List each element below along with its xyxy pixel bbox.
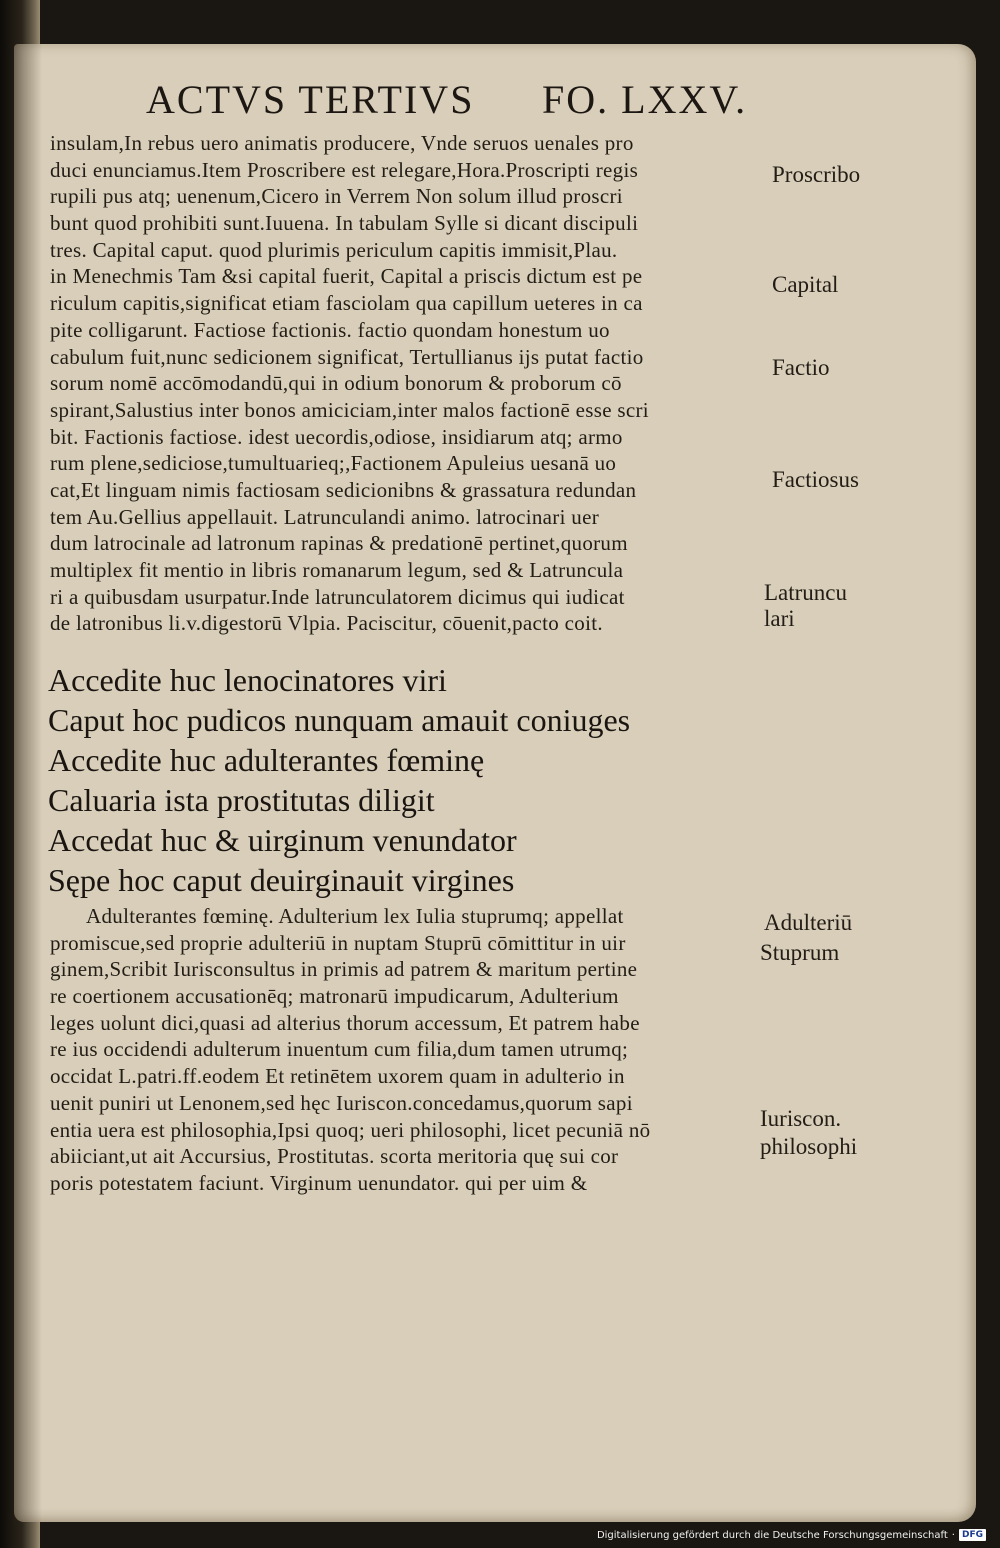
commentary-line: re coertionem accusationēq; matronarū impudicarum, Adulterium <box>50 984 619 1009</box>
dfg-logo-icon: DFG <box>959 1529 986 1541</box>
margin-note-stuprum: Stuprum <box>760 940 840 965</box>
folio-number: FO. LXXV. <box>542 77 748 122</box>
commentary-line: de latronibus li.v.digestorū Vlpia. Paciscitur, cōuenit,pacto coit. <box>50 611 603 636</box>
commentary-line: ri a quibusdam usurpatur.Inde latrunculatorem dicimus qui iudicat <box>50 584 625 609</box>
commentary-line: ginem,Scribit Iurisconsultus in primis ad patrem & maritum pertine <box>50 957 638 982</box>
verse-line: Caput hoc pudicos nunquam amauit coniuges <box>48 702 631 738</box>
commentary-line: insulam,In rebus uero animatis producere, Vnde seruos uenales pro <box>50 131 634 155</box>
credit-text: Digitalisierung gefördert durch die Deutsche Forschungsgemeinschaft <box>596 1529 948 1541</box>
commentary-line: pite colligarunt. Factiose factionis. factio quondam honestum uo <box>50 317 610 342</box>
commentary-line: tres. Capital caput. quod plurimis periculum capitis immisit,Plau. <box>50 237 618 262</box>
commentary-line: occidat L.patri.ff.eodem Et retinētem uxorem quam in adulterio in <box>50 1064 625 1089</box>
margin-note-iuriscon: Iuriscon. <box>760 1106 842 1131</box>
verse-line: Accedite huc lenocinatores viri <box>48 662 447 698</box>
digitization-credit: Digitalisierung gefördert durch die Deutsche Forschungsgemeinschaft · DFG <box>597 1529 986 1541</box>
margin-note-philosophi: philosophi <box>760 1134 858 1159</box>
commentary-line: uenit puniri ut Lenonem,sed hęc Iuriscon.concedamus,quorum sapi <box>50 1090 633 1115</box>
commentary-line: sorum nomē accōmodandū,qui in odium bonorum & proborum cō <box>50 371 622 396</box>
verse-line: Sępe hoc caput deuirginauit virgines <box>48 862 515 898</box>
margin-note-latrunculari-1: Latruncu <box>764 580 848 605</box>
verse-line: Accedite huc adulterantes fœminę <box>48 742 485 778</box>
page-header <box>0 70 1000 130</box>
margin-note-capital: Capital <box>772 272 839 297</box>
commentary-line: duci enunciamus.Item Proscribere est relegare,Hora.Proscripti regis <box>50 157 639 182</box>
running-title: ACTVS TERTIVS <box>146 77 475 122</box>
commentary-line: dum latrocinale ad latronum rapinas & predationē pertinet,quorum <box>50 531 628 556</box>
commentary-line: rupili pus atq; uenenum,Cicero in Verrem Non solum illud proscri <box>50 184 623 209</box>
commentary-line: cabulum fuit,nunc sedicionem significat, Tertullianus ijs putat factio <box>50 344 644 369</box>
commentary-line: entia uera est philosophia,Ipsi quoq; ueri philosophi, licet pecuniā nō <box>50 1117 651 1142</box>
commentary-line: leges uolunt dici,quasi ad alterius thorum accessum, Et patrem habe <box>50 1010 640 1035</box>
commentary-line: multiplex fit mentio in libris romanarum legum, sed & Latruncula <box>50 558 624 582</box>
commentary-line: poris potestatem faciunt. Virginum uenundator. qui per uim & <box>50 1170 588 1195</box>
commentary-line: bit. Factionis factiose. idest uecordis,odiose, insidiarum atq; armo <box>50 424 623 449</box>
commentary-line: re ius occidendi adulterum inuentum cum filia,dum tamen utrumq; <box>50 1037 629 1062</box>
commentary-line: promiscue,sed proprie adulteriū in nuptam Stuprū cōmittitur in uir <box>50 930 626 955</box>
commentary-line: tem Au.Gellius appellauit. Latrunculandi animo. latrocinari uer <box>50 504 599 529</box>
verse-line: Caluaria ista prostitutas diligit <box>48 782 435 818</box>
margin-note-proscribo: Proscribo <box>772 162 861 187</box>
commentary-block-1 <box>50 130 762 637</box>
commentary-line: rum plene,sediciose,tumultuarieq;,Factionem Apuleius uesanā uo <box>50 451 617 476</box>
commentary-line: riculum capitis,significat etiam fasciolam qua capillum ueteres in ca <box>50 291 643 316</box>
commentary-block-2 <box>50 903 762 1197</box>
commentary-line: spirant,Salustius inter bonos amiciciam,inter malos factionē esse scri <box>50 397 649 422</box>
commentary-line: bunt quod prohibiti sunt.Iuuena. In tabulam Sylle si dicant discipuli <box>50 211 639 236</box>
commentary-line: in Menechmis Tam &si capital fuerit, Capital a priscis dictum est pe <box>50 264 643 289</box>
commentary-line: Adulterantes fœminę. Adulterium lex Iulia stuprumq; appellat <box>86 904 624 928</box>
margin-note-factio: Factio <box>772 355 830 380</box>
margin-note-latrunculari-2: lari <box>764 606 795 631</box>
page-gutter-shadow <box>14 44 42 1522</box>
commentary-line: cat,Et linguam nimis factiosam sedicionibns & grassatura redundan <box>50 477 637 502</box>
margin-note-factiosus: Factiosus <box>772 467 859 492</box>
commentary-line: abiiciant,ut ait Accursius, Prostitutas. scorta meritoria quę sui cor <box>50 1144 619 1169</box>
margin-note-adulterium: Adulteriū <box>764 910 853 935</box>
verse-line: Accedat huc & uirginum venundator <box>48 822 517 858</box>
verse-block <box>48 660 760 900</box>
